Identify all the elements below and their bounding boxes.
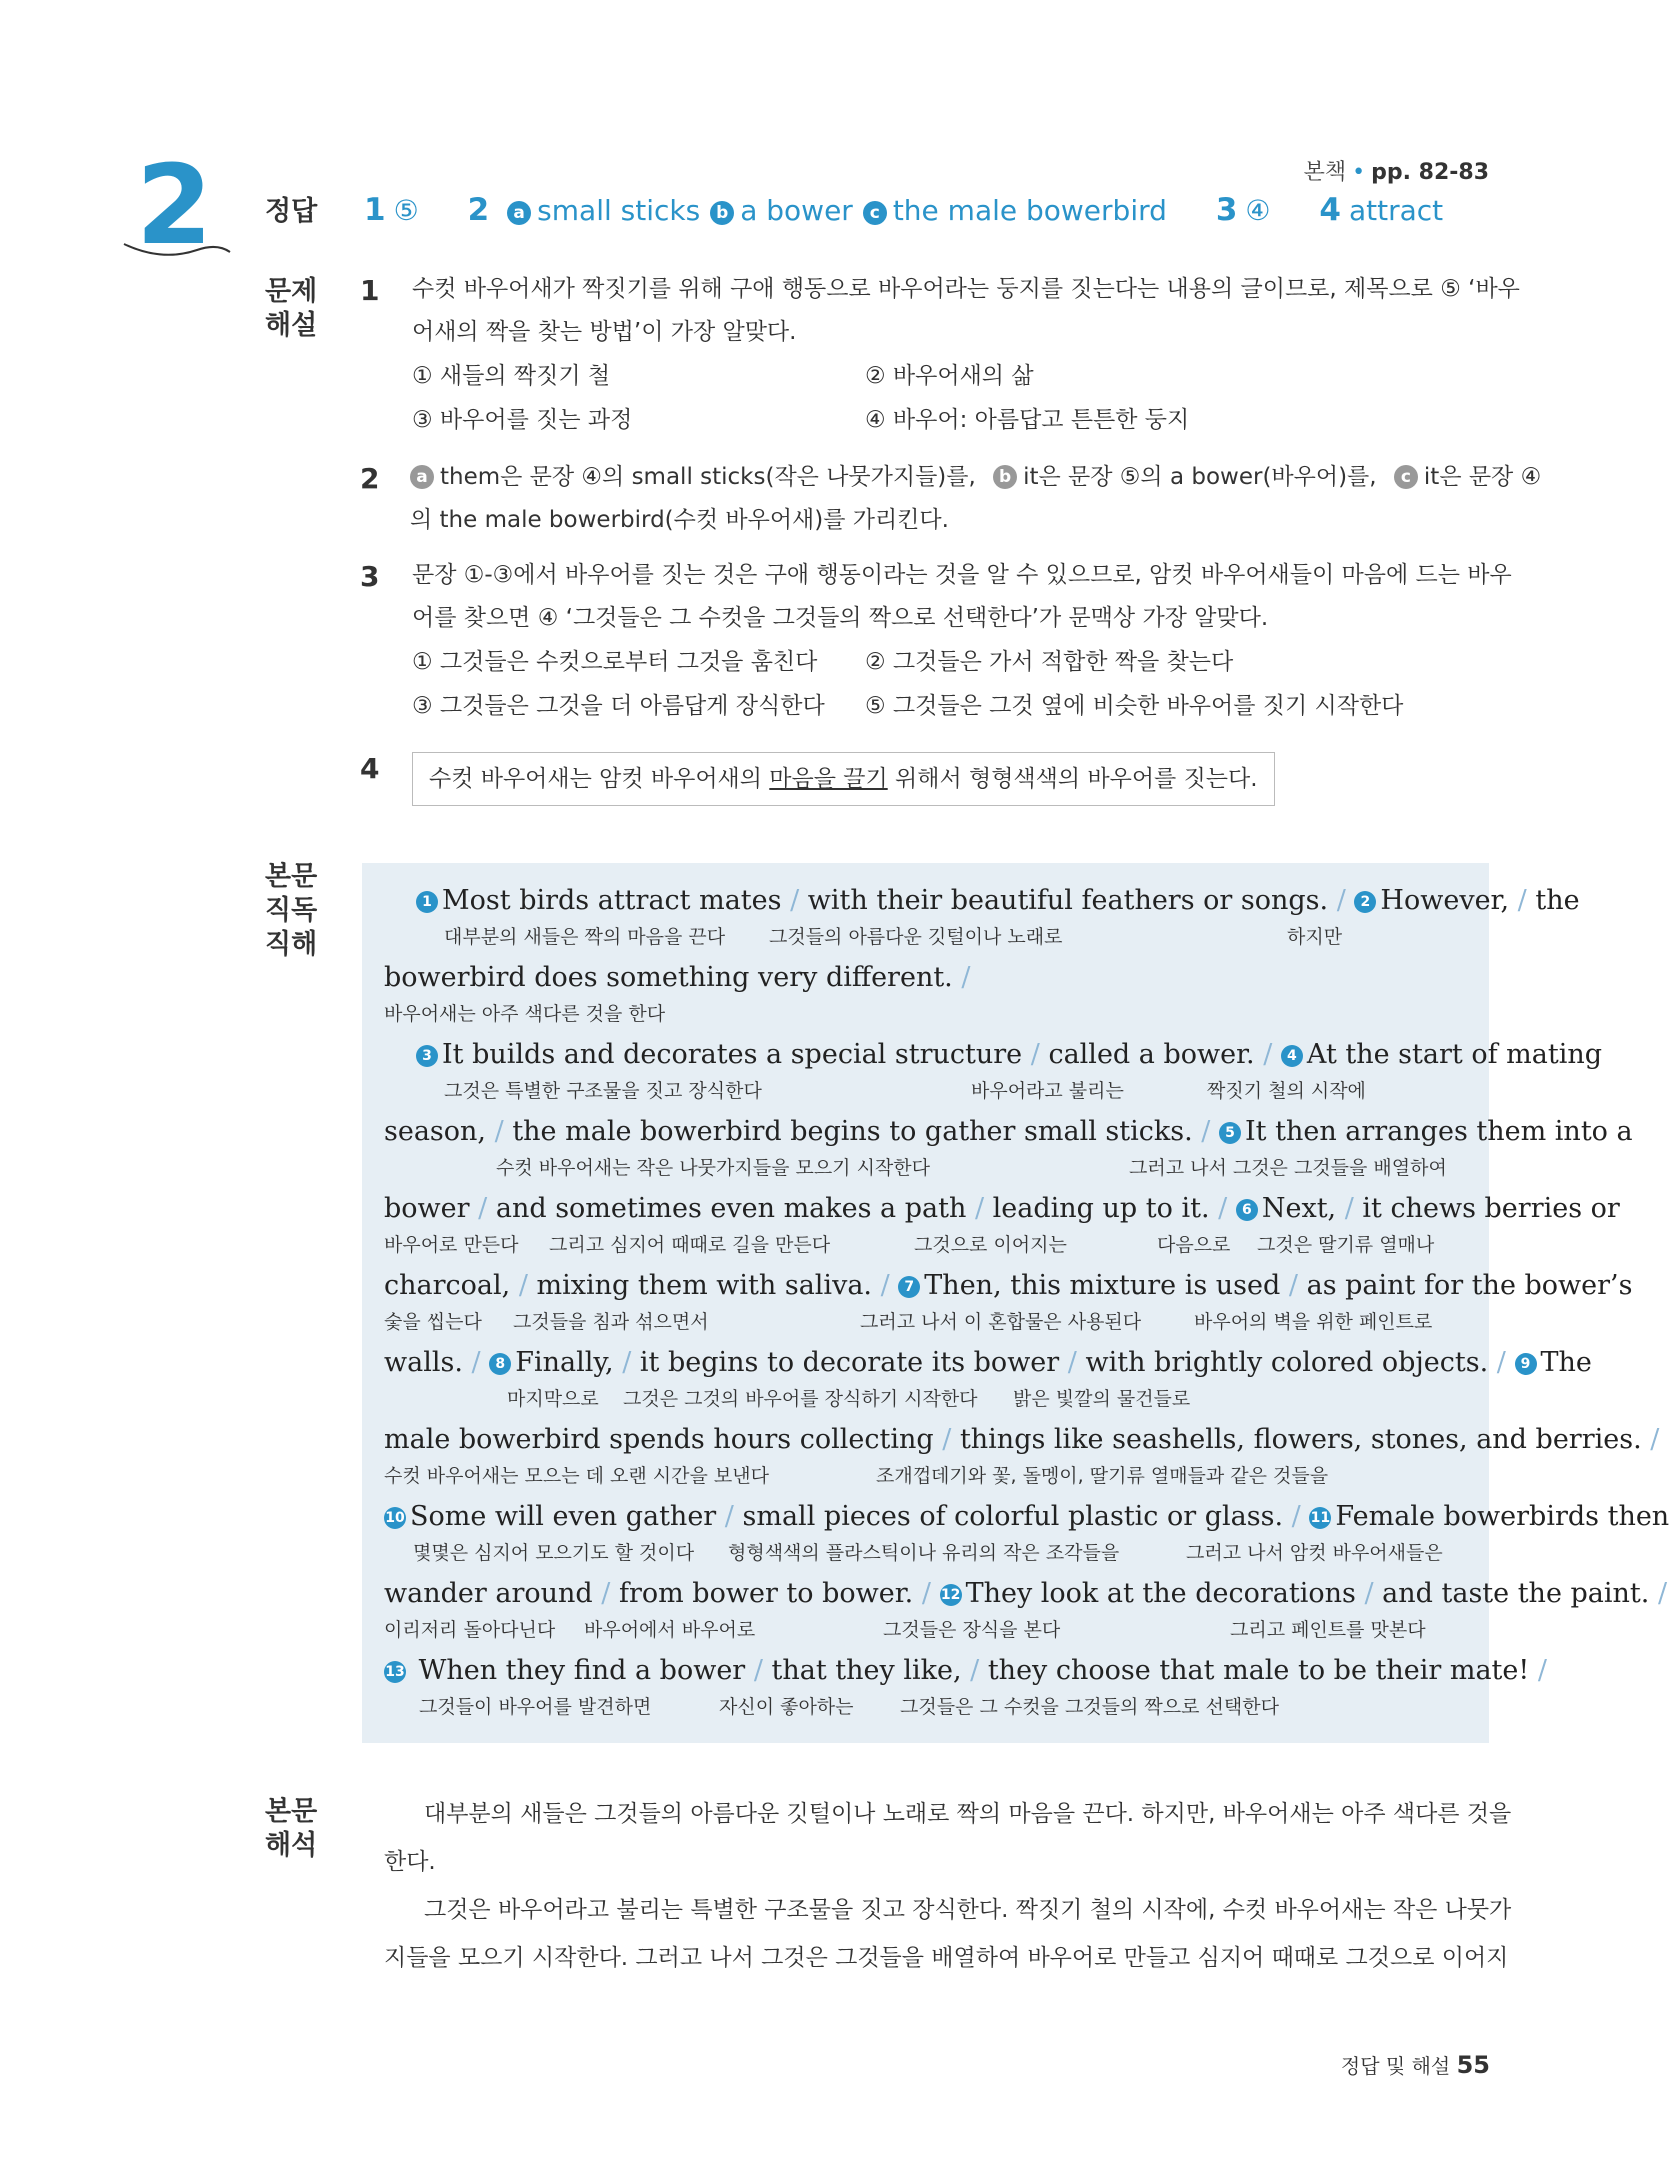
reading-gloss: 몇몇은 심지어 모으기도 할 것이다 — [413, 1542, 695, 1564]
q4-number: 4 — [360, 752, 380, 785]
reading-gloss: 그러고 나서 그것은 그것들을 배열하여 — [1129, 1157, 1447, 1179]
page-number: 55 — [1456, 2051, 1490, 2079]
q3-option: ③ 그것들은 그것을 더 아름답게 장식한다 — [412, 693, 825, 719]
q1-option: ③ 바우어를 짓는 과정 — [412, 407, 633, 433]
swoosh-decoration — [122, 240, 232, 262]
q2-number: 2 — [360, 462, 380, 495]
reading-gloss: 밝은 빛깔의 물건들로 — [1013, 1388, 1191, 1410]
reading-line: 13 When they find a bower / that they like, / they choose that male to be their mate! / — [385, 1655, 1547, 1686]
answer-row: 1 ⑤ 2 a small sticks b a bower c the male bowerbird 3 ④ 4 attract — [364, 192, 1444, 228]
reading-gloss: 그리고 페인트를 맛본다 — [1230, 1619, 1426, 1641]
section-number: 2 — [136, 141, 213, 269]
reading-gloss: 그것은 특별한 구조물을 짓고 장식한다 — [444, 1080, 762, 1102]
answer-label: 정답 — [265, 196, 318, 227]
reading-gloss: 바우어라고 불리는 — [971, 1080, 1124, 1102]
q1-number: 1 — [360, 274, 380, 307]
page-footer: 정답 및 해설 55 — [1340, 2051, 1490, 2079]
reading-line: charcoal, / mixing them with saliva. / 7 Then, this mixture is used / as paint for the bower’s — [384, 1270, 1633, 1301]
reading-line: bowerbird does something very different. / — [384, 962, 971, 993]
reading-line: bower / and sometimes even makes a path / leading up to it. / 6 Next, / it chews berries or — [384, 1193, 1620, 1224]
q3-option: ⑤ 그것들은 그것 옆에 비슷한 바우어를 짓기 시작한다 — [865, 693, 1404, 719]
reading-gloss: 그러고 나서 암컷 바우어새들은 — [1186, 1542, 1443, 1564]
reading-gloss: 그것은 그것의 바우어를 장식하기 시작한다 — [623, 1388, 978, 1410]
reading-line: 3 It builds and decorates a special structure / called a bower. / 4 At the start of mating — [416, 1039, 1602, 1070]
reading-gloss: 그러고 나서 이 혼합물은 사용된다 — [860, 1311, 1142, 1333]
q3-number: 3 — [360, 560, 380, 593]
q1-option: ① 새들의 짝짓기 철 — [412, 363, 611, 389]
reading-gloss: 바우어의 벽을 위한 페인트로 — [1194, 1311, 1433, 1333]
reading-gloss: 그리고 심지어 때때로 길을 만든다 — [549, 1234, 831, 1256]
reading-gloss: 자신이 좋아하는 — [719, 1696, 854, 1718]
reading-gloss: 짝짓기 철의 시작에 — [1207, 1080, 1366, 1102]
reading-line: walls. / 8 Finally, / it begins to decorate its bower / with brightly colored objects. / 9 The — [384, 1347, 1592, 1378]
q3-option: ② 그것들은 가서 적합한 짝을 찾는다 — [865, 649, 1234, 675]
reading-gloss: 그것들의 아름다운 깃털이나 노래로 — [769, 926, 1063, 948]
q3-text: 문장 ①-③에서 바우어를 짓는 것은 구애 행동이라는 것을 알 수 있으므로, 암컷 바우어새들이 마음에 드는 바우 어를 찾으면 ④ ‘그것들은 그 수컷을 그것들의 짝으로 선택한다’가 문맥상 가장 알맞다. — [412, 562, 1512, 631]
reading-gloss: 바우어에서 바우어로 — [584, 1619, 756, 1641]
translation-label: 본문 해석 — [265, 1796, 318, 1861]
reading-line: 1 Most birds attract mates / with their beautiful feathers or songs. / 2 However, / the — [416, 885, 1580, 916]
reading-gloss: 그것으로 이어지는 — [914, 1234, 1067, 1256]
reading-gloss: 조개껍데기와 꽃, 돌멩이, 딸기류 열매들과 같은 것들을 — [876, 1465, 1329, 1487]
reading-line: male bowerbird spends hours collecting / things like seashells, flowers, stones, and berries. / — [384, 1424, 1660, 1455]
reading-gloss: 그것들은 그 수컷을 그것들의 짝으로 선택한다 — [900, 1696, 1279, 1718]
reading-gloss: 마지막으로 — [507, 1388, 599, 1410]
reading-panel — [362, 863, 1489, 1743]
reading-gloss: 바우어새는 아주 색다른 것을 한다 — [384, 1003, 666, 1025]
q2-text: a them은 문장 ④의 small sticks(작은 나뭇가지들)를, b it은 문장 ⑤의 a bower(바우어)를, c it은 문장 ④ 의 the male bowerbird(수컷 바우어새)를 가리킨다. — [410, 464, 1542, 533]
q3-option: ① 그것들은 수컷으로부터 그것을 훔친다 — [412, 649, 818, 675]
reading-gloss: 그것들을 침과 섞으면서 — [513, 1311, 709, 1333]
q1-text: 수컷 바우어새가 짝짓기를 위해 구애 행동으로 바우어라는 둥지를 짓는다는 내용의 글이므로, 제목으로 ⑤ ‘바우 어새의 짝을 찾는 방법’이 가장 알맞다. — [412, 276, 1520, 345]
reading-gloss: 수컷 바우어새는 모으는 데 오랜 시간을 보낸다 — [384, 1465, 769, 1487]
reading-gloss: 그것들이 바우어를 발견하면 — [419, 1696, 652, 1718]
reading-line: season, / the male bowerbird begins to gather small sticks. / 5 It then arranges them into a — [384, 1116, 1633, 1147]
reading-gloss: 이리저리 돌아다닌다 — [384, 1619, 556, 1641]
reading-gloss: 숯을 씹는다 — [384, 1311, 482, 1333]
reading-line: wander around / from bower to bower. / 12 They look at the decorations / and taste the paint. / — [384, 1578, 1668, 1609]
translation-text: 대부분의 새들은 그것들의 아름다운 깃털이나 노래로 짝의 마음을 끈다. 하지만, 바우어새는 아주 색다른 것을 한다. 그것은 바우어라고 불리는 특별한 구조물을 짓고 장식한다. 짝짓기 철의 시작에, 수컷 바우어새는 작은 나뭇가 지들을 모으기 시작한다. 그러고 나서 그것은 그것들을 배열하여 바우어로 만들고 심지어 때때로 그것으로 이어지 — [384, 1801, 1512, 1971]
reading-gloss: 수컷 바우어새는 작은 나뭇가지들을 모으기 시작한다 — [496, 1157, 930, 1179]
q1-option: ② 바우어새의 삶 — [865, 363, 1034, 389]
reading-gloss: 그것은 딸기류 열매나 — [1257, 1234, 1435, 1256]
problem-label: 문제 해설 — [265, 276, 318, 341]
reading-gloss: 바우어로 만든다 — [384, 1234, 519, 1256]
page-reference: 본책 • pp. 82-83 — [1303, 160, 1489, 185]
reading-label: 본문 직독 직해 — [265, 861, 318, 960]
q1-option: ④ 바우어: 아름답고 튼튼한 둥지 — [865, 407, 1190, 433]
reading-gloss: 하지만 — [1287, 926, 1343, 948]
reading-line: 10 Some will even gather / small pieces of colorful plastic or glass. / 11 Female bowerbirds then — [385, 1501, 1669, 1532]
reading-gloss: 형형색색의 플라스틱이나 유리의 작은 조각들을 — [728, 1542, 1120, 1564]
reading-gloss: 그것들은 장식을 본다 — [883, 1619, 1061, 1641]
reading-gloss: 대부분의 새들은 짝의 마음을 끈다 — [444, 926, 726, 948]
q4-answer-box: 수컷 바우어새는 암컷 바우어새의 마음을 끌기 위해서 형형색색의 바우어를 짓는다. — [412, 752, 1275, 806]
reading-gloss: 다음으로 — [1157, 1234, 1231, 1256]
